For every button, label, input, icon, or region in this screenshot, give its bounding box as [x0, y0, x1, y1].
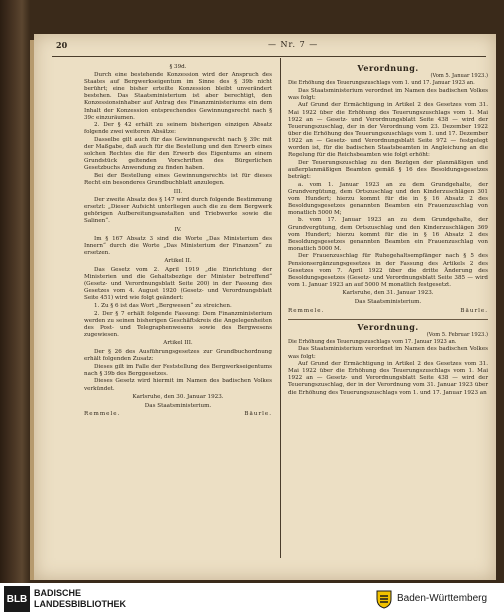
- paragraph: Der Frauenzuschlag für Ruhegehaltsempfänger nach § 5 des Pensionsergänzungsgesetzes in der Fassung des Artikels 2 des Gesetzes vom 7. April 1922 über die dritte Änderung des Besoldungsgesetzes (Gesetz- und Verordnungsblatt Seite 385 — wird vom 1. Januar 1923 an auf 5000 M monatlich festgesetzt.: [288, 253, 488, 288]
- paragraph: Bei der Bestellung eines Gewinnungsrechts ist für dieses Recht ein besonderes Grundbuchblatt anzulegen.: [84, 172, 272, 186]
- state-name: Baden-Württemberg: [397, 593, 488, 604]
- paragraph: Der § 26 des Ausführungsgesetzes zur Grundbuchordnung erhält folgenden Zusatz:: [84, 349, 272, 363]
- ordinance-date: (Vom 5. Januar 1923.): [430, 73, 488, 80]
- blb-logo[interactable]: BLB: [4, 586, 30, 612]
- left-column: [84, 62, 272, 418]
- paragraph: Dasselbe gilt auch für das Gewinnungsrecht nach § 39c mit der Maßgabe, daß auch für die Bestellung und den Erwerb eines solchen Rechtes die für den Erwerb des Eigentums an einem Grundstück geltenden Vorschriften des Bürgerlichen Gesetzbuchs Anwendung zu finden haben.: [84, 136, 272, 172]
- ordinance-date: (Vom 5. Februar 1923.): [426, 331, 488, 338]
- signatures: [84, 411, 272, 418]
- paragraph: Das Gesetz vom 2. April 1919 „die Einrichtung der Ministerien und die Gehaltsbezüge der Minister betreffend“ (Gesetz- und Verordnungsblatt Seite 200) in der Fassung des Gesetzes vom 4. August 1920 (Gesetz- und Verordnungsblatt Seite 451) wird wie folgt geändert:: [84, 267, 272, 302]
- paragraph: a. vom 1. Januar 1923 an zu dem Grundgehalte, der Grundvergütung, dem Ortszuschlag und den Kinderzuschlägen 301 vom Hundert; hierzu kommt für die in § 16 Absatz 2 des Besoldungsgesetzes genannten Beamten ein Frauenzuschlag von monatlich 5000 M;: [288, 181, 488, 216]
- paragraph: Der Teuerungszuschlag zu den Bezügen der planmäßigen und außerplanmäßigen Beamten gemäß § 16 des Besoldungsgesetzes beträgt:: [288, 159, 488, 180]
- page-number: 20: [56, 40, 68, 50]
- paragraph: 1. Zu § 6 ist das Wort „Bergwesen“ zu streichen.: [94, 303, 232, 309]
- date-line: Karlsruhe, den 30. Januar 1923.: [132, 394, 224, 401]
- right-column: [288, 62, 488, 397]
- column-divider: [280, 58, 281, 558]
- paragraph: Durch eine bestehende Konzession wird der Anspruch des Staates auf Bergwerkseigentum im Sinne des § 39b nicht berührt; eine bisher erteilte Konzession bleibt unverändert bestehen. Das Staatsministerium ist aber berechtigt, den Konzessionsinhaber auf Antrag des Finanzministeriums ein dem Inhalt der Konzession entsprechendes Gewinnungsrecht nach § 39c einzuräumen.: [84, 72, 272, 121]
- article-heading: Artikel III.: [163, 340, 193, 347]
- paragraph: b. vom 17. Januar 1923 an zu dem Grundgehalte, der Grundvergütung, dem Ortszuschlag und den Kinderzuschlägen 369 vom Hundert; hierzu kommt für die in § 16 Absatz 2 des Besoldungsgesetzes genannten Beamten ein Frauenzuschlag von monatlich 5000 M.: [288, 217, 488, 252]
- ministry-line: Das Staatsministerium.: [144, 402, 212, 409]
- paragraph: 2. Der § 7 erhält folgende Fassung: Dem Finanzministerium werden zu seinen bisherigen Geschäftskreis die Angelegenheiten des Post- und Telegraphenwesens sowie des Bergwesens zugewiesen.: [84, 310, 272, 338]
- ministry-line: Das Staatsministerium.: [354, 299, 422, 305]
- article-heading: Artikel II.: [164, 258, 192, 265]
- issue-number: — Nr. 7 —: [268, 40, 319, 49]
- paragraph: Im § 167 Absatz 3 sind die Worte „Das Ministerium des Innern“ durch die Worte „Das Ministerium der Finanzen“ zu ersetzen.: [84, 235, 272, 256]
- ordinance-title: Verordnung.: [357, 321, 419, 332]
- date-line: Karlsruhe, den 31. Januar 1923.: [342, 290, 434, 297]
- paragraph: Das Staatsministerium verordnet im Namen des badischen Volkes was folgt:: [288, 346, 488, 360]
- signature: Remmele.: [288, 307, 325, 314]
- ordinance-title: Verordnung.: [357, 63, 419, 73]
- ordinance-subject: Die Erhöhung des Teuerungszuschlags vom 17. Januar 1923 an.: [288, 338, 457, 345]
- paragraph: 2. Der § 42 erhält zu seinem bisherigen einzigen Absatz folgende zwei weiteren Absätze:: [84, 122, 272, 136]
- library-name: BADISCHE LANDESBIBLIOTHEK: [34, 588, 126, 609]
- signature: Bäurle.: [244, 411, 272, 418]
- signature: Remmele.: [84, 411, 121, 418]
- header-rule: [52, 56, 486, 57]
- state-coat-of-arms-icon: [376, 589, 392, 609]
- paragraph: Dieses Gesetz wird hiermit im Namen des badischen Volkes verkündet.: [84, 378, 272, 392]
- paragraph: Dieses gilt im Falle der Feststellung des Bergwerkseigentums nach § 39b des Berggesetzes.: [84, 363, 272, 377]
- paragraph: Auf Grund der Ermächtigung in Artikel 2 des Gesetzes vom 31. Mai 1922 über die Erhöhung des Teuerungszuschlags vom 1. Mai 1922 an — Gesetz- und Verordnungsblatt Seite 438 — wird der Teuerungszuschlag, der in der Verordnung vom 23. Dezember 1922 über die Erhöhung des Teuerungszuschlags vom 1. und 17. Dezember 1922 an — Gesetz- und Verordnungsblatt Seite 972 — festgelegt worden ist, für die badischen Staatsbeamten in Angleichung an die Regelung für die Reichsbeamten wie folgt erhöht:: [288, 102, 488, 159]
- signature: Bäurle.: [460, 307, 488, 314]
- signatures: [288, 308, 488, 315]
- page-header: [34, 40, 496, 54]
- roman-heading: IV.: [174, 227, 182, 234]
- paragraph: Auf Grund der Ermächtigung in Artikel 2 des Gesetzes vom 31. Mai 1922 über die Erhöhung des Teuerungszuschlags vom 1. Mai 1922 an — Gesetz- und Verordnungsblatt Seite 438 — wird der Teuerungszuschlag, der in der Verordnung vom 31. Januar 1923 über die Erhöhung des Teuerungszuschlags vom 1. und 17. Januar 1923 an: [288, 361, 488, 396]
- section-title: § 39d.: [169, 63, 187, 70]
- roman-heading: III.: [173, 188, 183, 195]
- footer-bar: [0, 583, 504, 615]
- document-page: [34, 34, 496, 580]
- paragraph: Der zweite Absatz des § 147 wird durch folgende Bestimmung ersetzt: „Dieser Aufsicht unterliegen auch die zu dem Bergwerk gehörigen Aufbereitungsanstalten und Triebwerke sowie die Salinen“.: [84, 197, 272, 225]
- paragraph: Das Staatsministerium verordnet im Namen des badischen Volkes was folgt:: [288, 87, 488, 101]
- ordinance-subject: Die Erhöhung des Teuerungszuschlags vom 1. und 17. Januar 1923 an.: [288, 80, 475, 87]
- section-divider: [288, 319, 488, 320]
